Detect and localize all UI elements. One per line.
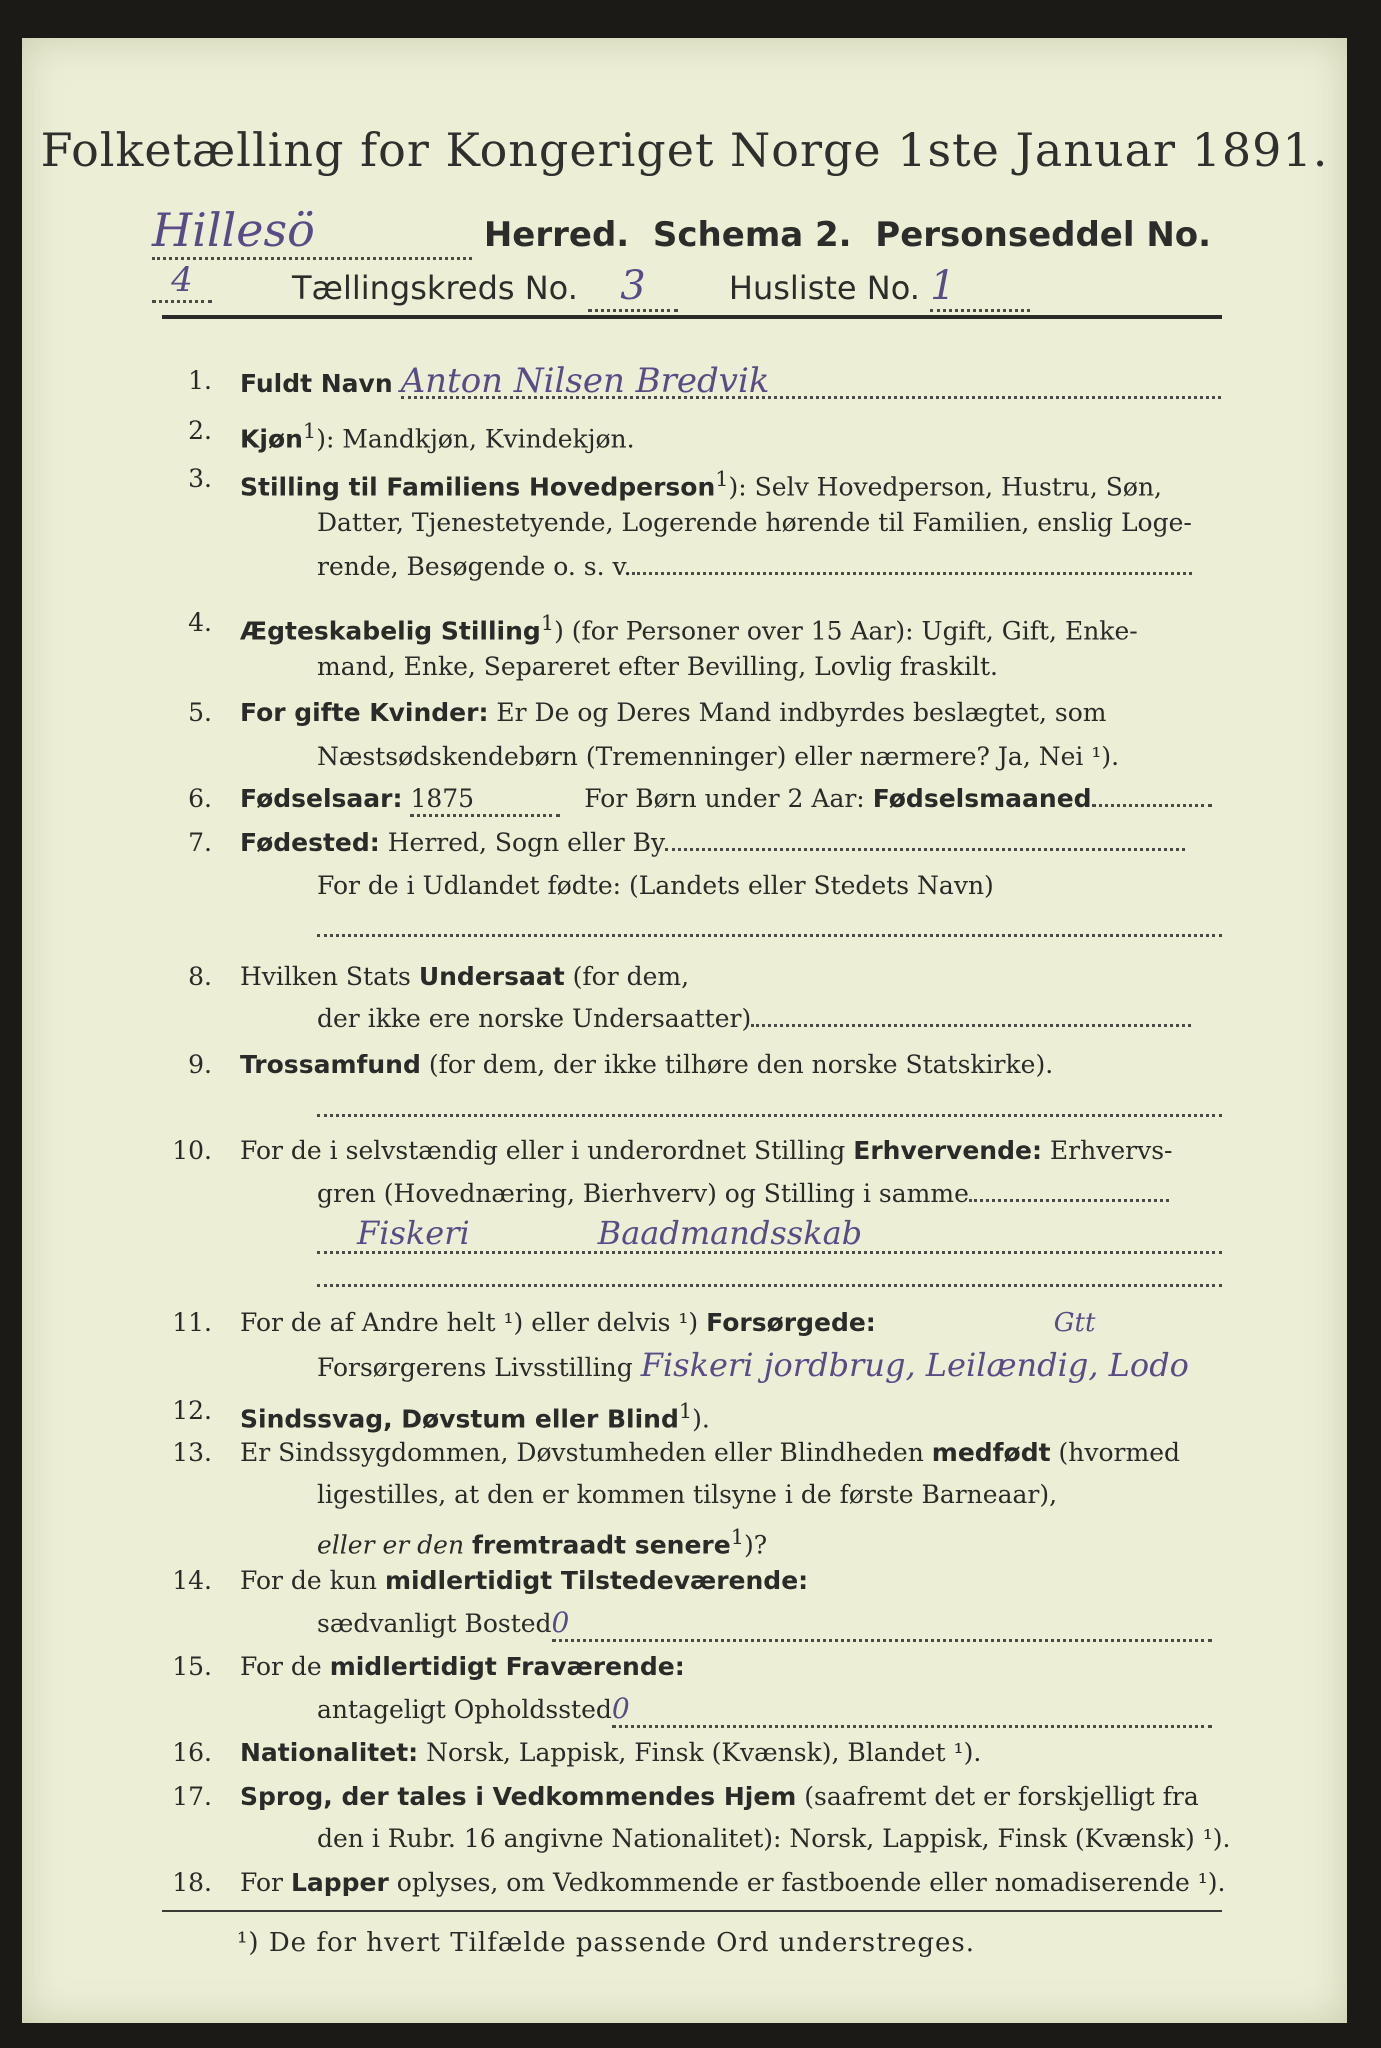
question-label: Fødested: — [240, 828, 380, 857]
question-text: For — [240, 1868, 283, 1897]
question-number: 15. — [172, 1652, 212, 1681]
question-label: Stilling til Familiens Hovedperson — [240, 472, 716, 502]
personseddel-label: Personseddel No. — [875, 215, 1212, 255]
question-text: Erhvervs- — [1049, 1136, 1173, 1165]
question-number: 7. — [188, 828, 212, 857]
question-label: Trossamfund — [240, 1050, 421, 1079]
answer-line — [665, 848, 1185, 851]
question-text: oplyses, om Vedkommende er fastboende eller nomadiserende ¹). — [396, 1868, 1226, 1897]
question-label: Forsørgede: — [706, 1308, 876, 1337]
form-title: Folketælling for Kongeriget Norge 1ste Januar 1891. — [40, 123, 1329, 177]
question-text: (for dem, — [572, 962, 690, 991]
census-form — [22, 38, 1347, 2023]
question-label: Sindssvag, Døvstum eller Blind — [240, 1404, 679, 1434]
question-label: fremtraadt senere — [472, 1530, 731, 1560]
footnote: ¹) De for hvert Tilfælde passende Ord understreges. — [237, 1928, 976, 1958]
question-text: Norsk, Lappisk, Finsk (Kvænsk), Blandet ¹). — [426, 1738, 982, 1767]
answer-line — [317, 1284, 1222, 1287]
birth-year-value: 1875 — [410, 784, 560, 817]
full-name-value: Anton Nilsen Bredvik — [401, 366, 1221, 399]
footnote-marker: 1 — [540, 611, 555, 635]
question-text: For de af Andre helt ¹) eller delvis ¹) — [240, 1308, 699, 1337]
question-text: ): Mandkjøn, Kvindekjøn. — [316, 424, 635, 454]
margin-note: Gtt — [1053, 1308, 1096, 1338]
occupation-value-1: Fiskeri — [357, 1214, 470, 1252]
question-label: midlertidigt Tilstedeværende: — [384, 1566, 809, 1595]
question-text: ) (for Personer over 15 Aar): Ugift, Gift, Enke- — [554, 616, 1138, 646]
occupation-value-2: Baadmandsskab — [597, 1214, 863, 1252]
question-text: gren (Hovednæring, Bierhverv) og Stilling i samme — [317, 1179, 969, 1208]
question-text: (hvormed — [1058, 1438, 1181, 1467]
question-text: sædvanligt Bosted — [317, 1609, 552, 1638]
answer-line — [969, 1199, 1169, 1202]
answer-line — [317, 934, 1222, 937]
answer-line — [1092, 804, 1212, 807]
question-text: antageligt Opholdssted — [317, 1695, 612, 1724]
question-text: (saafremt det er forskjelligt fra — [804, 1782, 1199, 1811]
question-text: ). — [692, 1404, 710, 1434]
question-number: 17. — [172, 1782, 212, 1811]
question-text: For de i selvstændig eller i underordnet Stilling — [240, 1136, 846, 1165]
question-number: 2. — [188, 416, 212, 445]
footnote-marker: 1 — [302, 419, 317, 443]
question-text: rende, Besøgende o. s. v. — [317, 552, 632, 581]
question-text: Forsørgerens Livsstilling — [317, 1353, 633, 1382]
answer-line — [751, 1024, 1191, 1027]
question-number: 8. — [188, 962, 212, 991]
question-number: 13. — [172, 1438, 212, 1467]
husliste-value: 1 — [930, 263, 1030, 312]
question-label: Sprog, der tales i Vedkommendes Hjem — [240, 1782, 797, 1811]
question-label: Lapper — [290, 1868, 389, 1897]
question-text: Herred, Sogn eller By — [387, 828, 666, 857]
question-number: 1. — [188, 366, 212, 395]
question-number: 18. — [172, 1868, 212, 1897]
question-number: 5. — [188, 698, 212, 727]
question-number: 6. — [188, 784, 212, 813]
question-label: Undersaat — [418, 962, 565, 991]
question-label: Nationalitet: — [240, 1738, 419, 1767]
question-text: Næstsødskendebørn (Tremenninger) eller nærmere? Ja, Nei ¹). — [317, 742, 1120, 771]
question-text: den i Rubr. 16 angivne Nationalitet): Norsk, Lappisk, Finsk (Kvænsk) ¹). — [317, 1824, 1231, 1853]
question-text: Hvilken Stats — [240, 962, 411, 991]
answer-line — [632, 572, 1192, 575]
question-text: (for dem, der ikke tilhøre den norske Statskirke). — [428, 1050, 1054, 1079]
question-text: For de i Udlandet fødte: (Landets eller Stedets Navn) — [317, 871, 994, 900]
husliste-label: Husliste No. — [728, 269, 920, 307]
question-text: For de — [240, 1652, 322, 1681]
question-text: For de kun — [240, 1566, 378, 1595]
question-label: Ægteskabelig Stilling — [240, 616, 541, 646]
footnote-marker: 1 — [678, 1399, 693, 1423]
provider-occupation-value: Fiskeri jordbrug, Leilændig, Lodo — [640, 1346, 1189, 1384]
answer-line — [317, 1114, 1222, 1117]
footnote-marker: 1 — [730, 1525, 744, 1549]
question-number: 14. — [172, 1566, 212, 1595]
question-label: Fuldt Navn — [240, 369, 393, 398]
question-text: ligestilles, at den er kommen tilsyne i de første Barneaar), — [317, 1480, 1058, 1509]
question-label: Fødselsmaaned — [872, 784, 1092, 813]
personseddel-value: 4 — [152, 260, 212, 303]
header-divider — [162, 315, 1222, 319]
question-text: ): Selv Hovedperson, Hustru, Søn, — [728, 472, 1163, 502]
question-text: For Børn under 2 Aar: — [584, 784, 865, 813]
question-text: mand, Enke, Separeret efter Bevilling, Lovlig fraskilt. — [317, 652, 998, 681]
question-label: midlertidigt Fraværende: — [329, 1652, 685, 1681]
question-label: Erhvervende: — [853, 1136, 1042, 1165]
schema-label: Schema 2. — [652, 215, 852, 255]
question-text: Er De og Deres Mand indbyrdes beslægtet, som — [496, 698, 1107, 727]
question-number: 11. — [172, 1308, 212, 1337]
question-number: 3. — [188, 464, 212, 493]
question-text: der ikke ere norske Undersaatter) — [317, 1004, 752, 1033]
usual-residence-value: 0 — [551, 1606, 570, 1639]
question-label: For gifte Kvinder: — [240, 698, 489, 727]
question-label: Kjøn — [240, 424, 303, 454]
question-number: 16. — [172, 1738, 212, 1767]
question-text: eller er den — [317, 1530, 465, 1560]
probable-residence-value: 0 — [611, 1692, 630, 1725]
footnote-marker: 1 — [715, 467, 729, 491]
question-label: medfødt — [931, 1438, 1051, 1467]
question-text: )? — [743, 1530, 768, 1560]
question-label: Fødselsaar: — [240, 784, 403, 813]
question-text: Er Sindssygdommen, Døvstumheden eller Blindheden — [240, 1438, 924, 1467]
footnote-divider — [162, 1910, 1222, 1912]
question-number: 4. — [188, 608, 212, 637]
herred-value: Hillesö — [152, 203, 472, 260]
question-number: 9. — [188, 1050, 212, 1079]
question-number: 12. — [172, 1396, 212, 1425]
question-text: Datter, Tjenestetyende, Logerende hørende til Familien, enslig Loge- — [317, 508, 1192, 537]
kreds-label: Tællingskreds No. — [292, 269, 578, 307]
header-row-kreds — [292, 263, 1132, 312]
herred-label: Herred. — [483, 215, 630, 255]
question-number: 10. — [172, 1136, 212, 1165]
kreds-value: 3 — [588, 263, 678, 312]
